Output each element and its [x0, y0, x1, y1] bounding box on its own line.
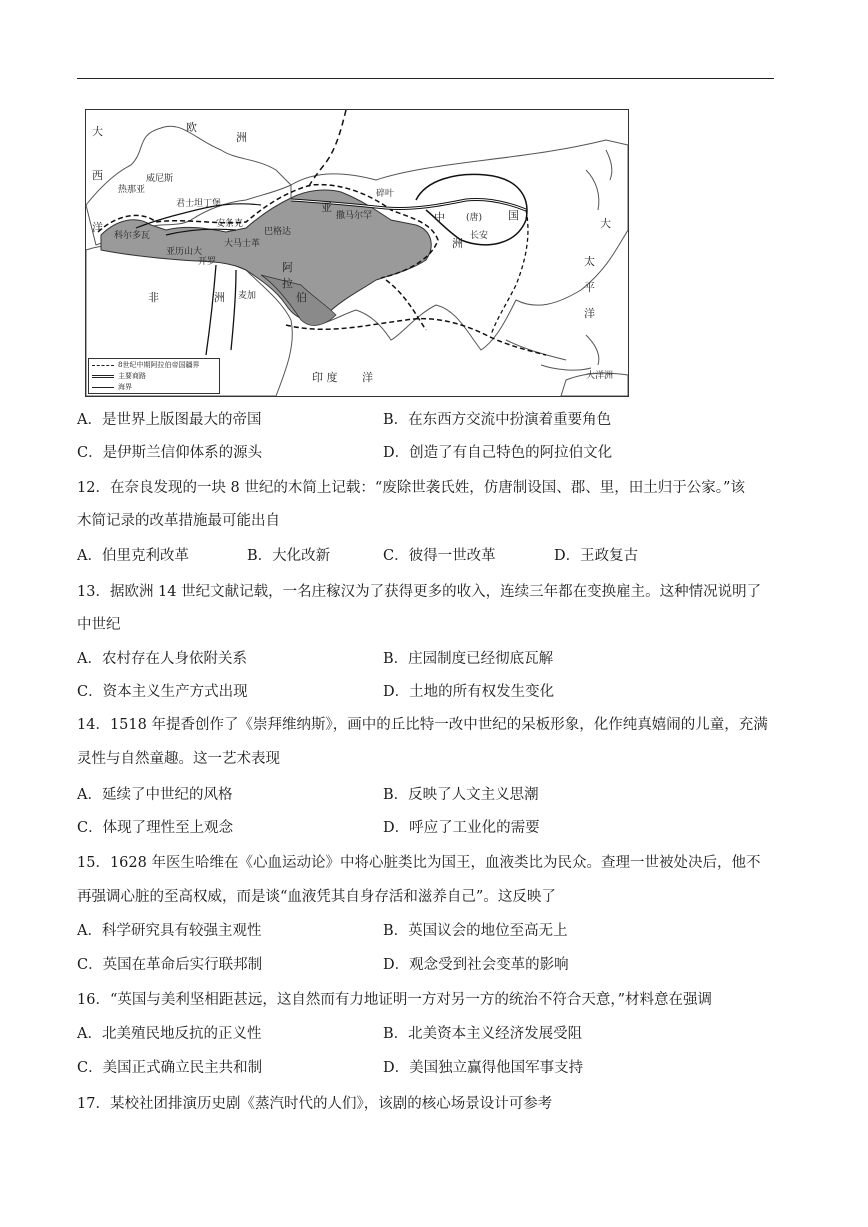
q11-option-a[interactable]: A．是世界上版图最大的帝国 [77, 412, 262, 428]
map-label: 欧 [186, 121, 197, 134]
map-legend [88, 358, 220, 394]
arab-empire-map [85, 109, 629, 397]
q13-option-b[interactable]: B．庄园制度已经彻底瓦解 [383, 651, 554, 667]
map-label: 麦加 [238, 291, 257, 301]
legend-swatch-double [92, 375, 114, 378]
map-label: 威尼斯 [146, 174, 174, 184]
sea-route [286, 319, 546, 355]
map-label: 热那亚 [118, 185, 146, 195]
q14-stem: 14．1518 年提香创作了《崇拜维纳斯》，画中的丘比特一改中世纪的呆板形象，化作纯真嬉闹的儿童，充满 [77, 717, 768, 733]
q14-option-a[interactable]: A．延续了中世纪的风格 [77, 787, 233, 803]
q14-stem: 灵性与自然童趣。这一艺术表现 [77, 751, 280, 767]
map-label: 中 [434, 211, 445, 224]
map-label: 平 [584, 281, 595, 294]
legend-swatch-dashed [92, 365, 114, 366]
legend-label: 主要商路 [118, 372, 146, 380]
q15-option-a[interactable]: A．科学研究具有较强主观性 [77, 923, 262, 939]
map-label: 开罗 [198, 257, 217, 267]
q17-stem: 17．某校社团排演历史剧《蒸汽时代的人们》，该剧的核心场景设计可参考 [77, 1096, 553, 1112]
q12-option-b[interactable]: B．大化改新 [247, 548, 331, 564]
q13-option-a[interactable]: A．农村存在人身依附关系 [77, 651, 247, 667]
header-rule [77, 78, 774, 79]
q13-option-d[interactable]: D．土地的所有权发生变化 [383, 684, 555, 700]
map-label: 撒马尔罕 [336, 211, 373, 221]
map-label: 印 度 [312, 371, 338, 384]
map-label: 科尔多瓦 [114, 231, 151, 241]
q14-option-b[interactable]: B．反映了人文主义思潮 [383, 787, 539, 803]
q12-option-a[interactable]: A．伯里克利改革 [77, 548, 189, 564]
east-asia-route [491, 210, 528, 335]
map-label: 大 [600, 217, 611, 230]
legend-label: 8世纪中期阿拉伯帝国疆界 [118, 361, 200, 369]
legend-row [92, 382, 216, 393]
map-label: 君士坦丁堡 [176, 199, 222, 209]
q15-option-b[interactable]: B．英国议会的地位至高无上 [383, 923, 568, 939]
q16-option-b[interactable]: B．北美资本主义经济发展受阻 [383, 1026, 583, 1042]
q15-option-d[interactable]: D．观念受到社会变革的影响 [383, 957, 569, 973]
q12-stem: 木简记录的改革措施最可能出自 [77, 513, 280, 529]
q11-option-d[interactable]: D．创造了有自己特色的阿拉伯文化 [383, 445, 613, 461]
map-label: 亚历山大 [166, 247, 203, 257]
map-label: 洲 [214, 291, 225, 304]
japan-islands [586, 150, 612, 210]
q14-option-c[interactable]: C．体现了理性至上观念 [77, 820, 234, 836]
map-label: 大 [92, 125, 103, 138]
map-label: 拉 [282, 277, 293, 290]
map-label: (唐) [466, 213, 483, 223]
legend-label: 海界 [118, 383, 132, 391]
map-label: 大马士革 [224, 239, 261, 249]
legend-swatch-solid [92, 387, 114, 388]
se-asia-islands [506, 335, 599, 370]
q13-option-c[interactable]: C．资本主义生产方式出现 [77, 684, 248, 700]
q13-stem: 13．据欧洲 14 世纪文献记载，一名庄稼汉为了获得更多的收入，连续三年都在变换雇主。这种情况说明了 [77, 584, 762, 600]
q11-option-c[interactable]: C．是伊斯兰信仰体系的源头 [77, 445, 263, 461]
q14-option-d[interactable]: D．呼应了工业化的需要 [383, 820, 540, 836]
q12-stem: 12．在奈良发现的一块 8 世纪的木简上记载：“废除世袭氏姓，仿唐制设国、郡、里，田土归于公家。”该 [77, 480, 745, 496]
legend-row [92, 360, 216, 371]
map-label: 洲 [452, 237, 463, 250]
q12-option-c[interactable]: C．彼得一世改革 [383, 548, 496, 564]
map-label: 碎叶 [376, 189, 395, 199]
q16-stem: 16．“英国与美利坚相距甚远，这自然而有力地证明一方对另一方的统治不符合天意，”材料意在强调 [77, 992, 713, 1008]
q16-option-d[interactable]: D．美国独立赢得他国军事支持 [383, 1060, 584, 1076]
map-label: 非 [148, 291, 159, 304]
map-label: 大洋洲 [586, 371, 614, 381]
map-label: 安条克 [216, 219, 244, 229]
map-label: 巴格达 [264, 227, 292, 237]
map-label: 长安 [470, 231, 489, 241]
q13-stem: 中世纪 [77, 617, 121, 633]
legend-row [92, 371, 216, 382]
africa-route-2 [231, 270, 236, 350]
map-label: 伯 [296, 291, 307, 304]
q15-stem: 再强调心脏的至高权威，而是谈“血液凭其自身存活和滋养自己”。这反映了 [77, 889, 556, 905]
q16-option-a[interactable]: A．北美殖民地反抗的正义性 [77, 1026, 262, 1042]
map-label: 洋 [362, 371, 373, 384]
map-label: 洋 [92, 221, 103, 234]
africa-route-1 [206, 265, 216, 355]
q11-option-b[interactable]: B．在东西方交流中扮演着重要角色 [383, 412, 612, 428]
map-label: 西 [92, 169, 103, 182]
q12-option-d[interactable]: D．王政复古 [554, 548, 639, 564]
map-label: 洲 [236, 131, 247, 144]
q16-option-c[interactable]: C．美国正式确立民主共和制 [77, 1060, 263, 1076]
map-label: 阿 [282, 261, 293, 274]
map-label: 太 [584, 255, 595, 268]
map-label: 洋 [584, 307, 595, 320]
q15-option-c[interactable]: C．英国在革命后实行联邦制 [77, 957, 263, 973]
q15-stem: 15．1628 年医生哈维在《心血运动论》中将心脏类比为国王，血液类比为民众。查理一世被处决后，他不 [77, 855, 761, 871]
map-label: 亚 [321, 201, 332, 214]
map-label: 国 [508, 209, 519, 222]
